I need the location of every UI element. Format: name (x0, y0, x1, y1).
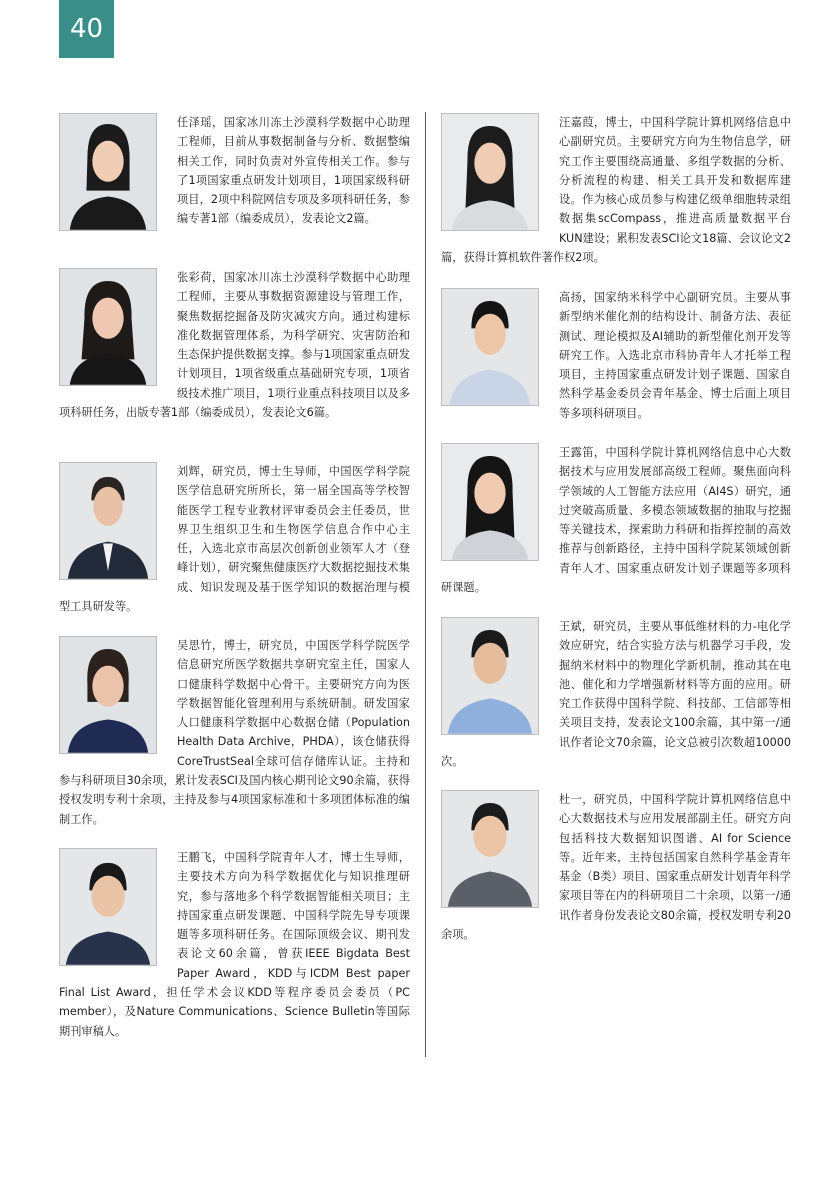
bio-text: 王露笛，中国科学院计算机网络信息中心大数据技术与应用发展部高级工程师。聚焦面向科学领域的人工智能方法应用（AI4S）研究，通过突破高质量、多模态领域数据的抽取与挖掘等关键技术，探索助力科研和指挥控制的高效推荐与创新路径，主持中国科学院某领域创新青年人才、国家重点研发计划子课题等多项科研课题。 (441, 446, 791, 595)
profile-wu-sizhu (59, 636, 410, 829)
portrait-man-icon (60, 849, 156, 965)
profile-ren-zeyao (59, 113, 410, 237)
profile-gao-yang (441, 288, 791, 423)
bio-text: 王鹏飞，中国科学院青年人才，博士生导师，主要技术方向为科学数据优化与知识推理研究，参与落地多个科学数据智能相关项目；主持国家重点研发课题、中国科学院先导专项课题等多项科研任务。在国际顶级会议、期刊发表论文60余篇，曾获IEEE Bigdata Best Paper Award，KDD与ICDM Best paper Final List Award，担任学术会议KDD等程序委员会委员（PC member），及Nature Communications、Science Bulletin等国际期刊审稿人。 (59, 851, 410, 1038)
bio-text: 吴思竹，博士，研究员，中国医学科学院医学信息研究所医学数据共享研究室主任，国家人口健康科学数据中心骨干。主要研究方向为医学数据智能化管理利用与系统研制。研发国家人口健康科学数据中心数据仓储（Population Health Data Archive，PHDA），该仓储获得CoreTrustSeal全球可信存储库认证。主持和参与科研项目30余项，累计发表SCI及国内核心期刊论文90余篇，获得授权发明专利十余项，主持及参与4项国家标准和十多项团体标准的编制工作。 (59, 639, 410, 826)
profile-du-yi (441, 790, 791, 944)
portrait-man-icon (442, 289, 538, 405)
portrait-photo (441, 617, 539, 735)
bio-text: 王斌，研究员，主要从事低维材料的力-电化学效应研究，结合实验方法与机器学习手段，发掘纳米材料中的物理化学新机制，推动其在电池、催化和力学增强新材料等方面的应用。研究工作获得中国科学院、科技部、工信部等相关项目支持，发表论文100余篇，其中第一/通讯作者论文70余篇，论文总被引次数超10000次。 (441, 620, 791, 769)
portrait-photo (59, 113, 157, 231)
bio-text: 汪嘉葭，博士，中国科学院计算机网络信息中心副研究员。主要研究方向为生物信息学，研究工作主要围绕高通量、多组学数据的分析、分析流程的构建、相关工具开发和数据库建设。作为核心成员参与构建亿级单细胞转录组数据集scCompass，推进高质量数据平台KUN建设；累积发表SCI论文18篇、会议论文2篇，获得计算机软件著作权2项。 (441, 116, 791, 265)
portrait-woman-icon (442, 114, 538, 230)
portrait-woman-icon (60, 637, 156, 753)
portrait-man-icon (442, 791, 538, 907)
portrait-photo (59, 268, 157, 386)
bio-text: 任泽瑶，国家冰川冻土沙漠科学数据中心助理工程师，目前从事数据制备与分析、数据整编相关工作，同时负责对外宣传相关工作。参与了1项国家重点研发计划项目，1项国家级科研项目，2项中科院网信专项及多项科研任务，参编专著1部（编委成员），发表论文2篇。 (177, 116, 410, 226)
portrait-photo (59, 462, 157, 580)
column-divider (425, 112, 426, 1057)
bio-text: 杜一，研究员，中国科学院计算机网络信息中心大数据技术与应用发展部副主任。研究方向包括科技大数据知识图谱、AI for Science等。近年来，主持包括国家自然科学基金青年基金（B类）项目、国家重点研发计划青年科学家项目等在内的科研项目二十余项，以第一/通讯作者身份发表论文80余篇，授权发明专利20余项。 (441, 793, 791, 942)
bio-text: 刘辉，研究员，博士生导师，中国医学科学院医学信息研究所所长，第一届全国高等学校智能医学工程专业教材评审委员会主任委员，世界卫生组织卫生和生物医学信息合作中心主任，入选北京市高层次创新创业领军人才（登峰计划），研究聚焦健康医疗大数据挖掘技术集成、知识发现及基于医学知识的数据治理与模型工具研发等。 (59, 465, 410, 614)
portrait-woman-icon (442, 444, 538, 560)
portrait-woman-icon (60, 269, 156, 385)
portrait-photo (441, 790, 539, 908)
profile-wang-ludi (441, 443, 791, 597)
bio-text: 高扬，国家纳米科学中心副研究员。主要从事新型纳米催化剂的结构设计、制备方法、表征测试、理论模拟及AI辅助的新型催化剂开发等研究工作。入选北京市科协青年人才托举工程项目，主持国家重点研发计划子课题、国家自然科学基金委员会青年基金、博士后面上项目等多项科研项目。 (559, 291, 791, 420)
portrait-photo (441, 443, 539, 561)
portrait-photo (441, 288, 539, 406)
profile-wang-bin (441, 617, 791, 771)
portrait-woman-icon (60, 114, 156, 230)
portrait-man-icon (60, 463, 156, 579)
profile-wang-jiajia (441, 113, 791, 267)
bio-text: 张彩荷，国家冰川冻土沙漠科学数据中心助理工程师，主要从事数据资源建设与管理工作，聚焦数据挖掘备及防灾减灾方向。通过构建标准化数据管理体系，为科学研究、灾害防治和生态保护提供数据支撑。参与1项国家重点研发计划项目，1项省级重点基础研究专项，1项省级技术推广项目，1项行业重点科技项目以及多项科研任务，出版专著1部（编委成员），发表论文6篇。 (59, 271, 410, 420)
portrait-man-icon (442, 618, 538, 734)
profile-zhang-caihe (59, 268, 410, 422)
portrait-photo (59, 848, 157, 966)
page-number-badge: 40 (59, 0, 114, 58)
portrait-photo (59, 636, 157, 754)
profile-wang-pengfei (59, 848, 410, 1041)
portrait-photo (441, 113, 539, 231)
profile-liu-hui (59, 462, 410, 616)
